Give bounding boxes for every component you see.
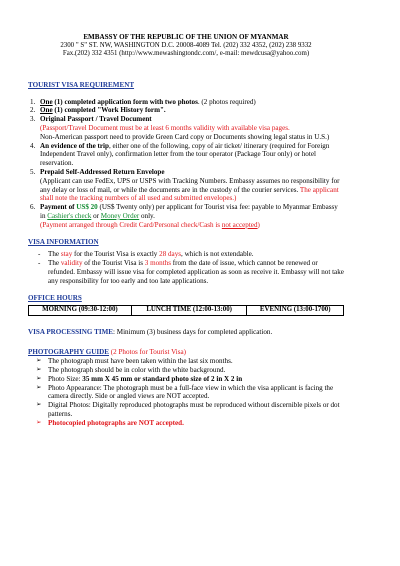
office-hours-heading: OFFICE HOURS: [28, 294, 82, 303]
photo-size: 35 mm X 45 mm or standard photo size of 2 in X 2 in: [82, 374, 243, 383]
item-title: Prepaid Self-Addressed Return Envelope: [40, 167, 165, 176]
item-text: . (2 photos required): [197, 97, 256, 106]
item-warning: ): [257, 220, 260, 229]
dash-bullet: -: [38, 258, 41, 267]
item-text: Photo Size:: [48, 374, 83, 383]
list-item: [28, 142, 344, 168]
embassy-title: EMBASSY OF THE REPUBLIC OF THE UNION OF MYANMAR: [83, 33, 289, 41]
hours-lunch: LUNCH TIME (12:00-13:00): [131, 306, 247, 316]
photo-heading-text: PHOTOGRAPHY GUIDE: [28, 348, 109, 357]
item-text: (US$ Twenty only) per applicant for Tourist visa fee: payable to Myanmar Embassy in: [40, 203, 338, 220]
list-item: [28, 203, 344, 229]
item-number: 4.: [30, 141, 36, 150]
item-text: , either one of the following, copy of air ticket/ itinerary (required for Foreign Independent Travel only), confirmation letter from the tour operator (Package Tour only) or hotel reservation.: [40, 141, 330, 168]
list-item: [28, 366, 344, 375]
item-number: 5.: [30, 167, 36, 176]
list-item: [28, 98, 344, 107]
item-warning: (Payment arranged through Credit Card/Personal check/Cash is: [40, 220, 222, 229]
item-number: 6.: [30, 203, 36, 212]
item-text: One: [40, 97, 53, 106]
item-number: 1.: [30, 97, 36, 106]
item-text: The photograph should be in color with the white background.: [48, 366, 226, 374]
item-text: only.: [139, 211, 155, 220]
table-row: [29, 306, 344, 316]
arrow-bullet-icon: ➢: [36, 383, 42, 391]
item-title: An evidence of the trip: [40, 141, 109, 150]
payment-method-cashiers-check: Cashier's check: [47, 211, 92, 220]
item-title: Original Passport / Travel Document: [40, 115, 152, 124]
photo-guide-heading: [28, 348, 344, 357]
item-text: Digital Photos: Digitally reproduced photographs must be reproduced without discernible pixels or dot patterns.: [48, 401, 340, 418]
item-highlight: stay: [60, 250, 73, 259]
item-highlight: 28 days: [159, 250, 182, 259]
item-text: for the Tourist Visa is exactly: [72, 250, 160, 259]
photo-heading-note: (2 Photos for Tourist Visa): [109, 348, 187, 357]
list-item: [28, 357, 344, 366]
dash-bullet: -: [38, 250, 41, 259]
item-highlight: validity: [60, 258, 83, 267]
visa-info-heading: VISA INFORMATION: [28, 238, 99, 247]
item-text: (1) completed "Work History form".: [52, 106, 166, 115]
list-item: [28, 401, 344, 419]
item-text: The photograph must have been taken within the last six months.: [48, 357, 233, 366]
processing-time: [28, 328, 344, 337]
list-item: [28, 384, 344, 402]
item-highlight: 3 months: [144, 258, 171, 267]
item-text: , which is not extendable.: [181, 250, 254, 259]
list-item: [28, 106, 344, 115]
photo-guide-list: [28, 357, 344, 427]
arrow-bullet-icon: ➢: [36, 374, 42, 382]
arrow-bullet-icon: ➢: [36, 366, 42, 373]
item-number: 2.: [30, 106, 36, 115]
item-title: Payment of: [40, 203, 77, 212]
item-warning: not accepted: [221, 220, 258, 229]
item-warning: The applicant shall note the tracking numbers of all used and submitted envelopes.): [40, 185, 339, 203]
item-text: (Applicant can use FedEx, UPS or USPS with Tracking Numbers. Embassy assumes no responsibility for any delay or loss of mail, or while the documents are in the custody of the courier services.: [40, 176, 340, 194]
fee-amount: US$ 20: [76, 203, 98, 212]
list-item: [28, 419, 344, 428]
list-item: [28, 259, 344, 285]
requirements-heading: TOURIST VISA REQUIREMENT: [28, 80, 135, 89]
requirements-list: [28, 98, 344, 230]
embassy-address: 2300 " S" ST. NW, WASHINGTON D.C. 20008-4089 Tel. (202) 332 4352, (202) 238 9332: [60, 41, 312, 49]
item-warning: (Passport/Travel Document must be at least 6 months validity with available visa pages.: [40, 124, 290, 133]
hours-morning: MORNING (09:30-12:00): [29, 306, 132, 316]
embassy-fax: Fax.(202) 332 4351 (http://www.mewashingtondc.com/, e-mail: mewdcusa@yahoo.com): [62, 50, 310, 58]
item-text: One: [40, 106, 53, 115]
visa-info-list: [28, 250, 344, 285]
list-item: [28, 250, 344, 259]
item-text: The: [48, 250, 61, 259]
list-item: [28, 375, 344, 384]
processing-label: VISA PROCESSING TIME: [28, 327, 114, 336]
item-number: 3.: [30, 115, 36, 124]
office-hours-table: [28, 305, 344, 316]
processing-text: : Minimum (3) business days for completed application.: [113, 327, 273, 336]
arrow-bullet-icon: ➢: [36, 401, 42, 409]
item-text: The: [48, 258, 61, 267]
item-warning: Photocopied photographs are NOT accepted.: [48, 418, 184, 427]
list-item: [28, 115, 344, 141]
list-item: [28, 168, 344, 203]
arrow-bullet-icon: ➢: [36, 357, 42, 365]
payment-method-money-order: Money Order: [100, 211, 140, 220]
item-text: of the Tourist Visa is: [82, 258, 145, 267]
item-text: Non-American passport need to provide Green Card copy or Documents showing legal status in U.S.): [40, 132, 330, 141]
item-text: (1) completed application form with two photos: [52, 97, 198, 106]
item-text: from the date of issue, which cannot be renewed or refunded. Embassy will issue visa for completed application as soon as receive it. Embassy will not take any responsibility for too early and too late applications.: [48, 258, 344, 285]
hours-evening: EVENING (13:00-1700): [247, 306, 344, 316]
item-text: Photo Appearance: The photograph must be a full-face view in which the visa applicant is facing the camera directly. Side or angled views are NOT accepted.: [48, 383, 334, 401]
item-text: or: [91, 211, 101, 220]
arrow-bullet-icon: ➢: [36, 418, 42, 426]
